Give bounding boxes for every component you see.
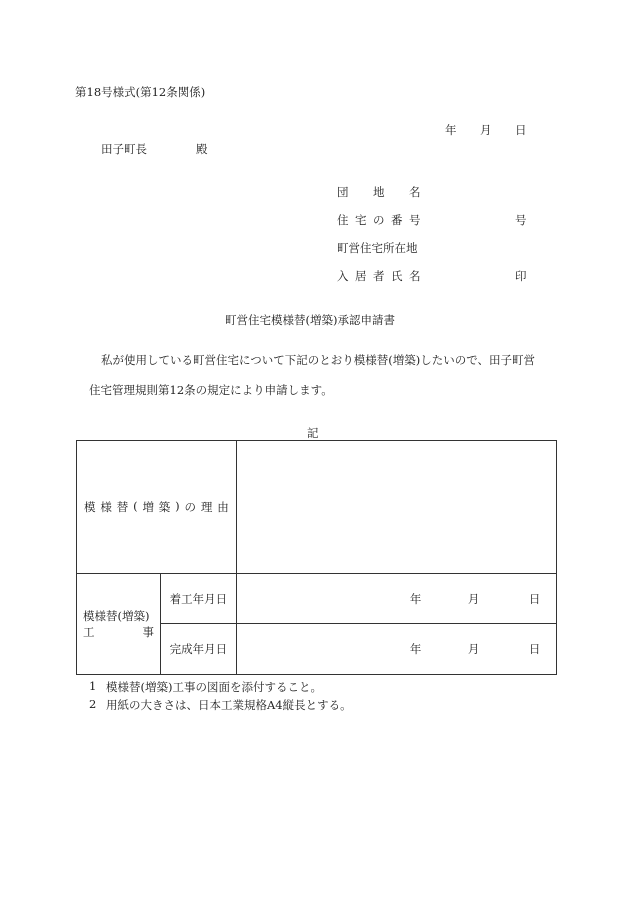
- body-line-2: 住宅管理規則第12条の規定により申請します。: [89, 383, 333, 397]
- start-date-input-cell[interactable]: [236, 574, 556, 624]
- reason-char: 由: [217, 500, 229, 514]
- date-month-label: 月: [480, 123, 492, 137]
- start-date-label: 着工年月日: [169, 591, 228, 606]
- house-char-3: の: [373, 213, 385, 227]
- house-number-suffix: 号: [515, 213, 527, 227]
- reason-char: 様: [100, 500, 112, 514]
- group-char-2: 地: [373, 185, 385, 199]
- reason-char: の: [184, 500, 197, 514]
- group-char-3: 名: [409, 185, 421, 199]
- start-date-row: [77, 574, 557, 624]
- document-title: 町営住宅模様替(増築)承認申請書: [225, 313, 395, 327]
- reason-label-cell: [77, 441, 237, 574]
- completion-month-label: 月: [467, 642, 480, 656]
- work-label-line1: 模様替(増築): [83, 609, 150, 623]
- date-year-label: 年: [445, 123, 457, 137]
- note-number-2: 2: [89, 697, 97, 711]
- completion-date-label: 完成年月日: [169, 642, 228, 656]
- house-char-2: 宅: [355, 213, 367, 227]
- resident-char-5: 名: [409, 269, 421, 283]
- reason-char: 模: [84, 500, 96, 514]
- work-label-char-1: 工: [83, 625, 95, 639]
- resident-char-2: 居: [355, 269, 367, 283]
- reason-input-cell[interactable]: [236, 441, 556, 574]
- addressee-honorific: 殿: [196, 142, 208, 156]
- completion-day-label: 日: [528, 642, 541, 656]
- ki-label: 記: [307, 426, 319, 440]
- reason-char: 理: [200, 500, 213, 514]
- reason-char: 築: [158, 500, 171, 514]
- reason-label: [77, 499, 236, 515]
- reason-row: [77, 441, 557, 574]
- work-label-char-2: 事: [142, 625, 154, 639]
- start-date-label-cell: [160, 574, 236, 624]
- completion-date-input-cell[interactable]: [236, 624, 556, 675]
- reason-char: ): [175, 499, 180, 513]
- reason-char: 増: [142, 500, 154, 514]
- note-text-1: 模様替(増築)工事の図面を添付すること。: [106, 680, 322, 694]
- addressee-name: 田子町長: [101, 142, 147, 156]
- body-line-1: 私が使用している町営住宅について下記のとおり模様替(増築)したいので、田子町営: [101, 353, 536, 367]
- work-label-cell: [77, 574, 161, 675]
- form-number: 第18号様式(第12条関係): [75, 85, 206, 99]
- date-day-label: 日: [515, 123, 527, 137]
- reason-char: 替: [116, 500, 129, 514]
- completion-date-label-cell: [160, 624, 236, 675]
- reason-char: (: [133, 499, 138, 513]
- house-char-4: 番: [391, 213, 403, 227]
- house-char-5: 号: [409, 213, 421, 227]
- application-table: [76, 440, 557, 675]
- seal-mark: 印: [515, 269, 527, 283]
- completion-year-label: 年: [409, 642, 422, 656]
- note-text-2: 用紙の大きさは、日本工業規格A4縦長とする。: [106, 698, 352, 712]
- house-char-1: 住: [337, 213, 349, 227]
- applicant-location-label: 町営住宅所在地: [337, 241, 418, 255]
- start-day-label: 日: [528, 591, 541, 606]
- start-year-label: 年: [409, 591, 422, 606]
- start-month-label: 月: [467, 591, 480, 606]
- resident-char-3: 者: [373, 269, 385, 283]
- group-char-1: 団: [337, 185, 349, 199]
- note-number-1: 1: [89, 679, 97, 693]
- resident-char-1: 入: [337, 269, 349, 283]
- resident-char-4: 氏: [391, 269, 403, 283]
